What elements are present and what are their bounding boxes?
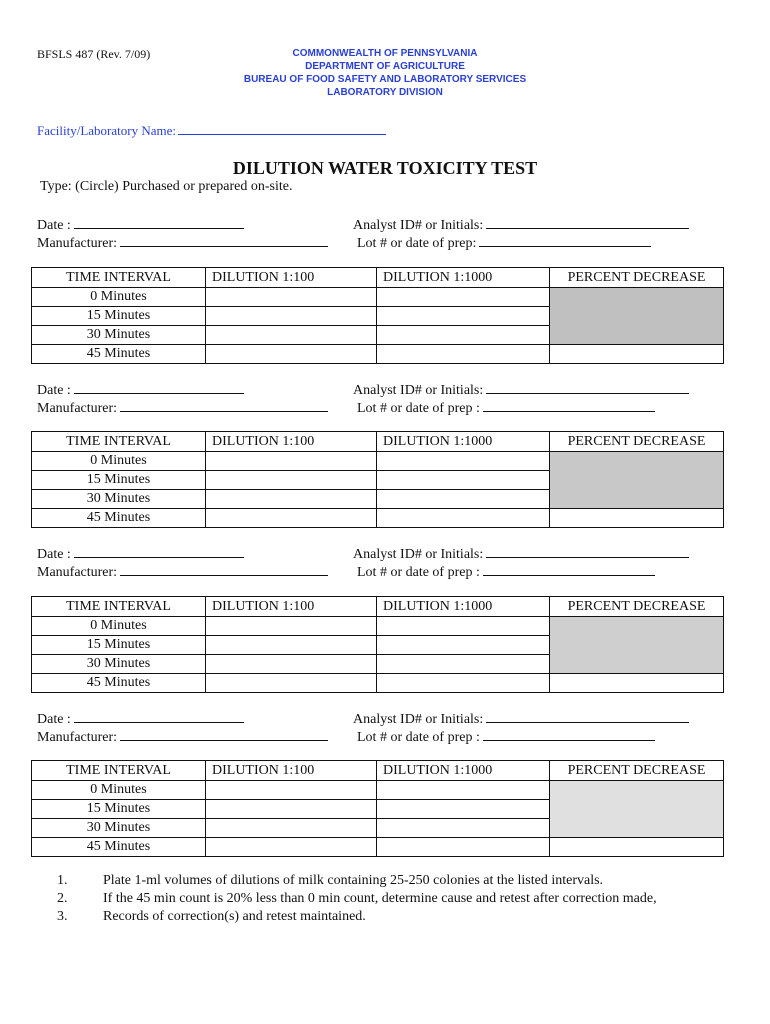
manufacturer-blank[interactable] [120, 232, 328, 247]
date-blank[interactable] [74, 543, 244, 558]
note-number: 3. [57, 909, 68, 924]
time-cell: 15 Minutes [32, 471, 206, 490]
lot-field-1[interactable] [357, 232, 651, 252]
dilution-100-cell[interactable] [206, 509, 377, 528]
date-label: Date : [37, 383, 71, 398]
dilution-1000-cell[interactable] [377, 452, 550, 471]
analyst-label: Analyst ID# or Initials: [353, 547, 484, 562]
header-dilution-100: DILUTION 1:100 [206, 597, 377, 617]
header-dilution-1000: DILUTION 1:1000 [377, 761, 550, 781]
results-table-1 [31, 267, 724, 364]
time-cell: 45 Minutes [32, 838, 206, 857]
analyst-blank[interactable] [486, 379, 689, 394]
form-title: DILUTION WATER TOXICITY TEST [232, 158, 538, 178]
manufacturer-field-1[interactable] [37, 232, 328, 252]
percent-decrease-cell[interactable] [550, 345, 724, 364]
dilution-100-cell[interactable] [206, 288, 377, 307]
table-row [32, 288, 724, 307]
lot-label: Lot # or date of prep : [357, 565, 480, 580]
dilution-100-cell[interactable] [206, 636, 377, 655]
dilution-100-cell[interactable] [206, 326, 377, 345]
dilution-1000-cell[interactable] [377, 345, 550, 364]
note-text: If the 45 min count is 20% less than 0 min count, determine cause and retest after correction made, [103, 891, 657, 906]
table-row [32, 674, 724, 693]
dilution-100-cell[interactable] [206, 781, 377, 800]
note-item-2 [57, 890, 657, 908]
manufacturer-field-3[interactable] [37, 561, 328, 581]
dilution-1000-cell[interactable] [377, 490, 550, 509]
analyst-label: Analyst ID# or Initials: [353, 218, 484, 233]
note-number: 2. [57, 891, 68, 906]
header-percent-decrease: PERCENT DECREASE [550, 268, 724, 288]
time-cell: 0 Minutes [32, 781, 206, 800]
lot-label: Lot # or date of prep : [357, 730, 480, 745]
header-dilution-100: DILUTION 1:100 [206, 268, 377, 288]
note-number: 1. [57, 873, 68, 888]
facility-name-blank[interactable] [178, 122, 386, 135]
table-row [32, 838, 724, 857]
table-row [32, 781, 724, 800]
manufacturer-field-2[interactable] [37, 397, 328, 417]
dilution-1000-cell[interactable] [377, 800, 550, 819]
note-text: Records of correction(s) and retest maintained. [103, 909, 366, 924]
dilution-100-cell[interactable] [206, 819, 377, 838]
manufacturer-blank[interactable] [120, 397, 328, 412]
percent-decrease-shaded-cell [550, 288, 724, 345]
lot-blank[interactable] [483, 561, 655, 576]
header-dilution-1000: DILUTION 1:1000 [377, 597, 550, 617]
time-cell: 15 Minutes [32, 800, 206, 819]
analyst-blank[interactable] [486, 214, 689, 229]
agency-line-4: LABORATORY DIVISION [327, 87, 443, 98]
dilution-100-cell[interactable] [206, 452, 377, 471]
time-cell: 30 Minutes [32, 326, 206, 345]
dilution-1000-cell[interactable] [377, 471, 550, 490]
percent-decrease-cell[interactable] [550, 838, 724, 857]
header-percent-decrease: PERCENT DECREASE [550, 432, 724, 452]
analyst-field-2[interactable] [353, 379, 689, 399]
lot-label: Lot # or date of prep: [357, 236, 477, 251]
type-instruction: Type: (Circle) Purchased or prepared on-site. [40, 179, 293, 194]
date-field-2[interactable] [37, 379, 244, 399]
dilution-100-cell[interactable] [206, 838, 377, 857]
manufacturer-field-4[interactable] [37, 726, 328, 746]
percent-decrease-shaded-cell [550, 452, 724, 509]
date-label: Date : [37, 547, 71, 562]
date-blank[interactable] [74, 708, 244, 723]
agency-line-1: COMMONWEALTH OF PENNSYLVANIA [292, 48, 478, 59]
analyst-field-4[interactable] [353, 708, 689, 728]
manufacturer-label: Manufacturer: [37, 730, 118, 745]
header-dilution-100: DILUTION 1:100 [206, 432, 377, 452]
time-cell: 45 Minutes [32, 509, 206, 528]
table-row [32, 452, 724, 471]
manufacturer-label: Manufacturer: [37, 565, 118, 580]
time-cell: 15 Minutes [32, 636, 206, 655]
agency-line-2: DEPARTMENT OF AGRICULTURE [305, 61, 465, 72]
note-item-3 [57, 908, 366, 926]
date-field-1[interactable] [37, 214, 244, 234]
dilution-1000-cell[interactable] [377, 326, 550, 345]
dilution-1000-cell[interactable] [377, 636, 550, 655]
lot-field-2[interactable] [357, 397, 655, 417]
header-time-interval: TIME INTERVAL [32, 432, 206, 452]
date-field-4[interactable] [37, 708, 244, 728]
time-cell: 0 Minutes [32, 452, 206, 471]
analyst-label: Analyst ID# or Initials: [353, 712, 484, 727]
dilution-1000-cell[interactable] [377, 655, 550, 674]
percent-decrease-cell[interactable] [550, 509, 724, 528]
header-time-interval: TIME INTERVAL [32, 597, 206, 617]
lot-field-4[interactable] [357, 726, 655, 746]
table-row [32, 345, 724, 364]
table-header-row [32, 432, 724, 452]
manufacturer-label: Manufacturer: [37, 401, 118, 416]
dilution-100-cell[interactable] [206, 800, 377, 819]
dilution-1000-cell[interactable] [377, 674, 550, 693]
form-code: BFSLS 487 (Rev. 7/09) [37, 47, 151, 61]
percent-decrease-shaded-cell [550, 781, 724, 838]
manufacturer-blank[interactable] [120, 726, 328, 741]
header-dilution-100: DILUTION 1:100 [206, 761, 377, 781]
analyst-label: Analyst ID# or Initials: [353, 383, 484, 398]
lot-blank[interactable] [483, 397, 655, 412]
time-cell: 30 Minutes [32, 655, 206, 674]
table-header-row [32, 268, 724, 288]
dilution-100-cell[interactable] [206, 471, 377, 490]
time-cell: 30 Minutes [32, 819, 206, 838]
date-blank[interactable] [74, 214, 244, 229]
analyst-blank[interactable] [486, 708, 689, 723]
dilution-100-cell[interactable] [206, 307, 377, 326]
dilution-100-cell[interactable] [206, 655, 377, 674]
manufacturer-label: Manufacturer: [37, 236, 118, 251]
time-cell: 30 Minutes [32, 490, 206, 509]
header-dilution-1000: DILUTION 1:1000 [377, 268, 550, 288]
time-cell: 0 Minutes [32, 288, 206, 307]
lot-label: Lot # or date of prep : [357, 401, 480, 416]
dilution-1000-cell[interactable] [377, 307, 550, 326]
time-cell: 0 Minutes [32, 617, 206, 636]
lot-blank[interactable] [479, 232, 651, 247]
header-time-interval: TIME INTERVAL [32, 761, 206, 781]
note-item-1 [57, 872, 603, 890]
facility-name-label: Facility/Laboratory Name: [37, 123, 176, 138]
dilution-1000-cell[interactable] [377, 781, 550, 800]
analyst-blank[interactable] [486, 543, 689, 558]
date-label: Date : [37, 712, 71, 727]
lot-field-3[interactable] [357, 561, 655, 581]
date-blank[interactable] [74, 379, 244, 394]
analyst-field-3[interactable] [353, 543, 689, 563]
results-table-4 [31, 760, 724, 857]
results-table-2 [31, 431, 724, 528]
dilution-100-cell[interactable] [206, 674, 377, 693]
lot-blank[interactable] [483, 726, 655, 741]
agency-line-3: BUREAU OF FOOD SAFETY AND LABORATORY SERVICES [243, 74, 527, 85]
header-time-interval: TIME INTERVAL [32, 268, 206, 288]
percent-decrease-shaded-cell [550, 617, 724, 674]
date-label: Date : [37, 218, 71, 233]
dilution-1000-cell[interactable] [377, 819, 550, 838]
dilution-100-cell[interactable] [206, 617, 377, 636]
table-row [32, 509, 724, 528]
time-cell: 45 Minutes [32, 674, 206, 693]
time-cell: 15 Minutes [32, 307, 206, 326]
date-field-3[interactable] [37, 543, 244, 563]
dilution-1000-cell[interactable] [377, 509, 550, 528]
dilution-1000-cell[interactable] [377, 838, 550, 857]
time-cell: 45 Minutes [32, 345, 206, 364]
manufacturer-blank[interactable] [120, 561, 328, 576]
analyst-field-1[interactable] [353, 214, 689, 234]
table-header-row [32, 597, 724, 617]
table-header-row [32, 761, 724, 781]
table-row [32, 617, 724, 636]
percent-decrease-cell[interactable] [550, 674, 724, 693]
dilution-1000-cell[interactable] [377, 288, 550, 307]
dilution-100-cell[interactable] [206, 345, 377, 364]
header-dilution-1000: DILUTION 1:1000 [377, 432, 550, 452]
header-percent-decrease: PERCENT DECREASE [550, 597, 724, 617]
dilution-1000-cell[interactable] [377, 617, 550, 636]
results-table-3 [31, 596, 724, 693]
note-text: Plate 1-ml volumes of dilutions of milk containing 25-250 colonies at the listed intervals. [103, 873, 604, 888]
facility-name-field[interactable] [37, 122, 386, 139]
header-percent-decrease: PERCENT DECREASE [550, 761, 724, 781]
dilution-100-cell[interactable] [206, 490, 377, 509]
